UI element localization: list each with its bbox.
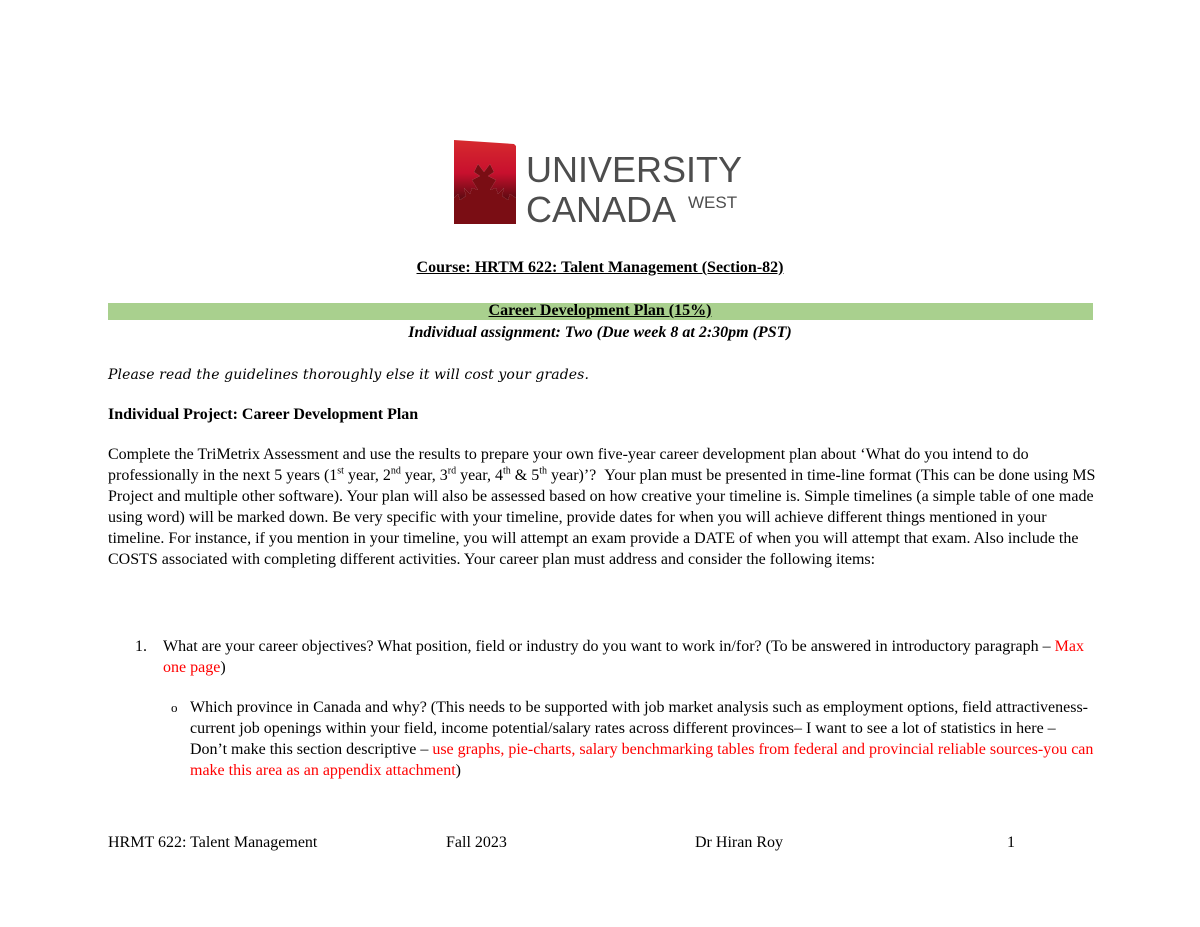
logo-text-west: WEST xyxy=(688,193,738,212)
sub-list-item-text: Which province in Canada and why? (This needs to be supported with job market analysis such as employment options, field attractiveness- current job openings within your field, income potential/salary rates across different provinces– I want to see a lot of statistics in here – Don’t make this section descriptive – use graphs, pie-charts, salary benchmarking tables from federal and provincial reliable sources-you can make this area as an appendix attachment) xyxy=(190,699,1094,779)
university-logo xyxy=(452,138,752,230)
footer-term: Fall 2023 xyxy=(446,834,507,851)
page-number: 1 xyxy=(1007,834,1015,851)
project-title: Individual Project: Career Development Plan xyxy=(108,406,419,423)
assignment-subtitle: Individual assignment: Two (Due week 8 at 2:30pm (PST) xyxy=(408,324,792,341)
list-item-text: What are your career objectives? What position, field or industry do you want to work in/for? (To be answered in introductory paragraph – Max one page) xyxy=(163,638,1084,676)
course-heading: Course: HRTM 622: Talent Management (Section-82) xyxy=(416,259,784,276)
logo-text-canada: CANADA xyxy=(526,189,677,230)
emphasis-red: Max one page xyxy=(163,638,1084,676)
emphasis-red: use graphs, pie-charts, salary benchmarking tables from federal and provincial reliable sources-you can make this area as an appendix attachment xyxy=(190,741,1094,779)
bullet-marker: o xyxy=(171,700,178,715)
logo-text-university: UNIVERSITY xyxy=(526,149,743,190)
maple-leaf-icon xyxy=(454,140,516,224)
footer-instructor: Dr Hiran Roy xyxy=(695,834,783,851)
page-footer xyxy=(0,833,1200,853)
instructions-paragraph: Complete the TriMetrix Assessment and use the results to prepare your own five-year career development plan about ‘What do you intend to do professionally in the next 5 years (1st year, 2nd year, 3rd year, 4th & 5th year)’? Your plan must be presented in time-line format (This can be done using MS Project and multiple other software). Your plan will also be assessed based on how creative your timeline is. Simple timelines (a simple table of one made using word) will be marked down. Be very specific with your timeline, provide dates for when you will achieve different things mentioned in your timeline. For instance, if you mention in your timeline, you will attempt an exam provide a DATE of when you will attempt that exam. Also include the COSTS associated with completing different activities. Your career plan must address and consider the following items: xyxy=(108,446,1096,568)
assignment-title: Career Development Plan (15%) xyxy=(488,302,712,319)
footer-course: HRMT 622: Talent Management xyxy=(108,834,318,851)
list-item-number: 1. xyxy=(135,638,147,655)
guideline-note: Please read the guidelines thoroughly else it will cost your grades. xyxy=(108,367,589,383)
